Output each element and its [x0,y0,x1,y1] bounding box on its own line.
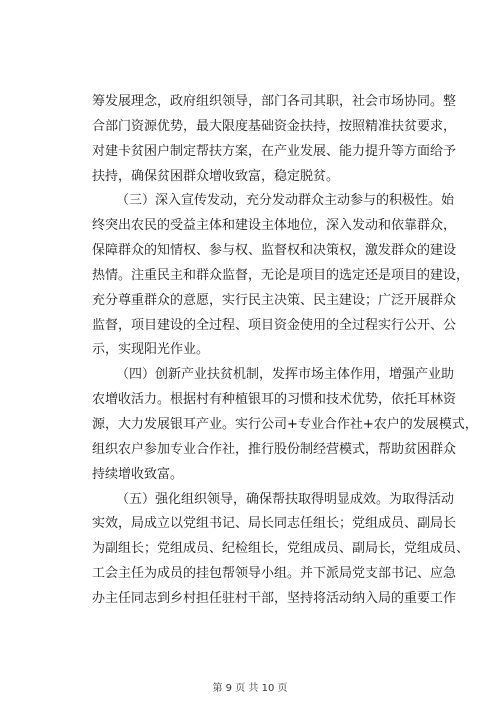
text-line: 监督，项目建设的全过程、项目资金使用的全过程实行公开、公 [92,317,457,333]
text-line: 合部门资源优势，最大限度基础资金扶持，按照精准扶贫要求， [92,118,457,134]
body-text [92,92,478,614]
text-line: 终突出农民的受益主体和建设主体地位，深入发动和依靠群众， [92,218,457,234]
text-line: 工会主任为成员的挂包帮领导小组。并下派局党支部书记、应急 [92,566,457,582]
text-line: 组织农户参加专业合作社，推行股份制经营模式，帮助贫困群众 [92,441,457,457]
text-line: 扶持，确保贫困群众增收致富，稳定脱贫。 [92,168,340,184]
text-line: 对建卡贫困户制定帮扶方案，在产业发展、能力提升等方面给予 [92,143,457,159]
text-line: （五）强化组织领导，确保帮扶取得明显成效。为取得活动 [116,491,455,507]
text-line: 保障群众的知情权、参与权、监督权和决策权，激发群众的建设 [92,243,457,259]
text-line: 为副组长；党组成员、纪检组长，党组成员、副局长，党组成员、 [92,541,470,557]
text-line: 农增收活力。根据村有种植银耳的习惯和技术优势，依托耳林资 [92,392,457,408]
text-line: 充分尊重群众的意愿，实行民主决策、民主建设；广泛开展群众 [92,292,457,308]
text-line: （四）创新产业扶贫机制，发挥市场主体作用，增强产业助 [116,367,455,383]
text-line: 办主任同志到乡村担任驻村干部，坚持将活动纳入局的重要工作 [92,590,457,606]
text-line: 实效，局成立以党组书记、局长同志任组长；党组成员、副局长 [92,516,457,532]
text-line: （三）深入宣传发动，充分发动群众主动参与的积极性。始 [116,193,455,209]
text-line: 持续增收致富。 [92,466,184,482]
text-line: 热情。注重民主和群众监督，无论是项目的选定还是项目的建设， [92,267,470,283]
text-line: 源，大力发展银耳产业。实行公司+专业合作社+农户的发展模式， [92,416,478,432]
page-footer: 第 9 页 共 10 页 [212,683,288,694]
text-line: 筹发展理念，政府组织领导，部门各司其职，社会市场协同。整 [92,94,457,109]
text-line: 示，实现阳光作业。 [92,342,210,358]
